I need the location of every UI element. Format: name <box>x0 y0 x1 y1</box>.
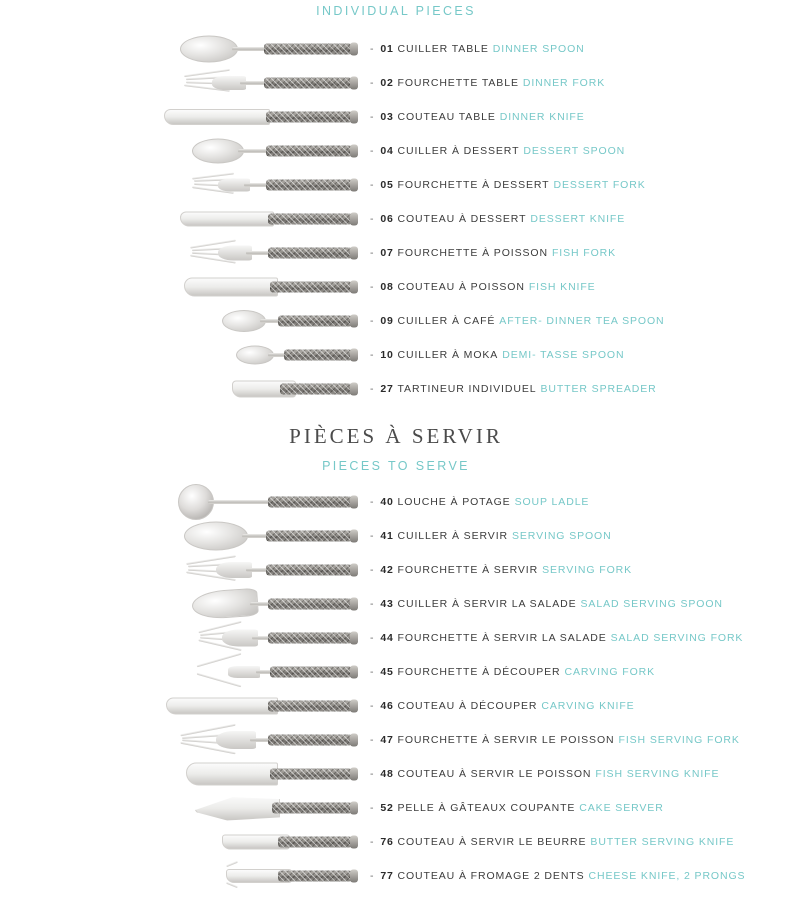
dash: - <box>370 768 375 780</box>
list-item[interactable] <box>0 519 792 553</box>
item-name-fr: CUILLER TABLE <box>397 43 489 55</box>
item-number: 01 <box>380 43 394 55</box>
dash: - <box>370 111 375 123</box>
item-name-fr: PELLE À GÂTEAUX COUPANTE <box>397 802 576 814</box>
item-number: 43 <box>380 598 394 610</box>
item-number: 07 <box>380 247 394 259</box>
item-name-en: DINNER FORK <box>522 77 606 89</box>
item-number: 77 <box>380 870 394 882</box>
item-name-en: CAKE SERVER <box>579 802 664 814</box>
dash: - <box>370 281 375 293</box>
item-number: 48 <box>380 768 394 780</box>
cutlery-illustration-fish-serving-fork-icon <box>0 723 370 757</box>
item-label <box>370 247 616 259</box>
dash: - <box>370 496 375 508</box>
item-number: 03 <box>380 111 394 123</box>
item-name-en: CARVING KNIFE <box>541 700 635 712</box>
item-name-en: SERVING SPOON <box>512 530 612 542</box>
list-item[interactable] <box>0 168 792 202</box>
item-name-fr: CUILLER À SERVIR <box>397 530 508 542</box>
item-name-en: CARVING FORK <box>564 666 656 678</box>
cutlery-illustration-knife-icon <box>0 100 370 134</box>
item-label <box>370 281 596 293</box>
cutlery-illustration-fork-icon <box>0 66 370 100</box>
item-label <box>370 315 665 327</box>
dash: - <box>370 836 375 848</box>
item-name-en: SALAD SERVING FORK <box>610 632 744 644</box>
list-item[interactable] <box>0 66 792 100</box>
cutlery-illustration-carving-fork-icon <box>0 655 370 689</box>
list-item[interactable] <box>0 270 792 304</box>
list-item[interactable] <box>0 236 792 270</box>
dash: - <box>370 213 375 225</box>
item-name-en: SERVING FORK <box>542 564 633 576</box>
dash: - <box>370 598 375 610</box>
item-label <box>370 213 625 225</box>
item-name-fr: COUTEAU À SERVIR LE POISSON <box>397 768 592 780</box>
list-item[interactable] <box>0 100 792 134</box>
item-name-en: AFTER- DINNER TEA SPOON <box>499 315 665 327</box>
item-label <box>370 383 657 395</box>
item-number: 05 <box>380 179 394 191</box>
item-label <box>370 836 734 848</box>
list-item[interactable] <box>0 723 792 757</box>
dash: - <box>370 564 375 576</box>
cutlery-illustration-fork-icon <box>0 168 370 202</box>
item-label <box>370 666 655 678</box>
item-name-fr: COUTEAU À SERVIR LE BEURRE <box>397 836 587 848</box>
item-name-en: BUTTER SERVING KNIFE <box>590 836 735 848</box>
item-label <box>370 349 624 361</box>
dash: - <box>370 700 375 712</box>
cutlery-illustration-butter-knife-icon <box>0 825 370 859</box>
list-item[interactable] <box>0 587 792 621</box>
item-label <box>370 77 605 89</box>
list-item[interactable] <box>0 655 792 689</box>
dash: - <box>370 247 375 259</box>
dash: - <box>370 43 375 55</box>
item-number: 08 <box>380 281 394 293</box>
list-item[interactable] <box>0 338 792 372</box>
item-name-fr: CUILLER À MOKA <box>397 349 499 361</box>
item-label <box>370 632 743 644</box>
item-number: 02 <box>380 77 394 89</box>
dash: - <box>370 179 375 191</box>
dash: - <box>370 802 375 814</box>
footer-space <box>0 893 792 901</box>
cutlery-illustration-serving-spoon-icon <box>0 519 370 553</box>
item-label <box>370 734 740 746</box>
dash: - <box>370 666 375 678</box>
list-item[interactable] <box>0 825 792 859</box>
cutlery-illustration-serving-fork-icon <box>0 553 370 587</box>
item-number: 40 <box>380 496 394 508</box>
item-name-fr: FOURCHETTE À DÉCOUPER <box>397 666 561 678</box>
item-label <box>370 43 585 55</box>
item-number: 76 <box>380 836 394 848</box>
list-item[interactable] <box>0 134 792 168</box>
item-name-fr: FOURCHETTE À POISSON <box>397 247 548 259</box>
cutlery-illustration-cake-server-icon <box>0 791 370 825</box>
item-label <box>370 598 723 610</box>
list-item[interactable] <box>0 202 792 236</box>
cutlery-illustration-spreader-icon <box>0 372 370 406</box>
item-name-en: FISH FORK <box>551 247 617 259</box>
item-name-fr: CUILLER À CAFÉ <box>397 315 496 327</box>
item-name-en: SALAD SERVING SPOON <box>580 598 723 610</box>
cutlery-illustration-spoon-icon <box>0 134 370 168</box>
item-name-fr: COUTEAU TABLE <box>397 111 496 123</box>
list-item[interactable] <box>0 553 792 587</box>
dash: - <box>370 530 375 542</box>
item-number: 04 <box>380 145 394 157</box>
list-item[interactable] <box>0 859 792 893</box>
cutlery-illustration-cheese-knife-icon <box>0 859 370 893</box>
item-name-fr: FOURCHETTE À SERVIR LE POISSON <box>397 734 615 746</box>
section-pieces-to-serve <box>0 424 792 893</box>
item-number: 06 <box>380 213 394 225</box>
item-label <box>370 768 719 780</box>
section-individual-pieces <box>0 0 792 406</box>
item-name-fr: COUTEAU À DESSERT <box>397 213 527 225</box>
item-name-fr: COUTEAU À POISSON <box>397 281 525 293</box>
list-item[interactable] <box>0 689 792 723</box>
item-label <box>370 564 632 576</box>
item-number: 52 <box>380 802 394 814</box>
item-name-fr: FOURCHETTE À SERVIR LA SALADE <box>397 632 607 644</box>
item-number: 46 <box>380 700 394 712</box>
item-label <box>370 111 585 123</box>
dash: - <box>370 77 375 89</box>
item-name-en: SOUP LADLE <box>514 496 590 508</box>
item-name-fr: CUILLER À DESSERT <box>397 145 520 157</box>
cutlery-illustration-spoon-icon <box>0 32 370 66</box>
item-name-en: BUTTER SPREADER <box>540 383 657 395</box>
dash: - <box>370 870 375 882</box>
item-label <box>370 802 664 814</box>
cutlery-illustration-knife-icon <box>0 202 370 236</box>
list-item[interactable] <box>0 621 792 655</box>
item-name-en: CHEESE KNIFE, 2 PRONGS <box>588 870 746 882</box>
section-heading-en-serve: PIECES TO SERVE <box>322 459 470 473</box>
item-name-fr: FOURCHETTE TABLE <box>397 77 519 89</box>
item-name-en: FISH SERVING KNIFE <box>595 768 720 780</box>
item-name-fr: COUTEAU À DÉCOUPER <box>397 700 538 712</box>
dash: - <box>370 734 375 746</box>
item-number: 45 <box>380 666 394 678</box>
item-label <box>370 145 625 157</box>
item-number: 09 <box>380 315 394 327</box>
dash: - <box>370 315 375 327</box>
dash: - <box>370 145 375 157</box>
item-label <box>370 179 646 191</box>
cutlery-illustration-carving-knife-icon <box>0 689 370 723</box>
item-name-fr: FOURCHETTE À DESSERT <box>397 179 550 191</box>
section-heading-fr-serve: PIÈCES À SERVIR <box>289 424 503 448</box>
item-name-fr: CUILLER À SERVIR LA SALADE <box>397 598 577 610</box>
item-name-en: FISH SERVING FORK <box>618 734 740 746</box>
item-number: 42 <box>380 564 394 576</box>
cutlery-illustration-salad-spoon-icon <box>0 587 370 621</box>
item-label <box>370 870 745 882</box>
item-name-fr: FOURCHETTE À SERVIR <box>397 564 539 576</box>
item-list-serve <box>0 485 792 893</box>
item-name-en: DESSERT KNIFE <box>530 213 626 225</box>
list-item[interactable] <box>0 485 792 519</box>
item-label <box>370 496 589 508</box>
item-list-individual <box>0 32 792 406</box>
item-number: 41 <box>380 530 394 542</box>
item-label <box>370 700 635 712</box>
item-name-en: DESSERT SPOON <box>523 145 626 157</box>
item-name-en: DINNER SPOON <box>492 43 585 55</box>
item-number: 10 <box>380 349 394 361</box>
item-name-en: FISH KNIFE <box>528 281 596 293</box>
section-heading-en-individual: INDIVIDUAL PIECES <box>316 4 476 18</box>
cutlery-illustration-small-spoon-icon <box>0 304 370 338</box>
item-name-en: DEMI- TASSE SPOON <box>502 349 625 361</box>
dash: - <box>370 632 375 644</box>
cutlery-illustration-fish-fork-icon <box>0 236 370 270</box>
item-number: 47 <box>380 734 394 746</box>
list-item[interactable] <box>0 372 792 406</box>
list-item[interactable] <box>0 304 792 338</box>
item-name-en: DINNER KNIFE <box>499 111 585 123</box>
cutlery-illustration-salad-fork-icon <box>0 621 370 655</box>
cutlery-illustration-ladle-icon <box>0 485 370 519</box>
cutlery-illustration-tiny-spoon-icon <box>0 338 370 372</box>
dash: - <box>370 349 375 361</box>
dash: - <box>370 383 375 395</box>
item-number: 27 <box>380 383 394 395</box>
cutlery-illustration-fish-serving-knife-icon <box>0 757 370 791</box>
list-item[interactable] <box>0 32 792 66</box>
item-name-en: DESSERT FORK <box>553 179 646 191</box>
item-name-fr: LOUCHE À POTAGE <box>397 496 511 508</box>
item-name-fr: TARTINEUR INDIVIDUEL <box>397 383 537 395</box>
list-item[interactable] <box>0 791 792 825</box>
item-number: 44 <box>380 632 394 644</box>
item-name-fr: COUTEAU À FROMAGE 2 DENTS <box>397 870 585 882</box>
cutlery-illustration-fish-knife-icon <box>0 270 370 304</box>
list-item[interactable] <box>0 757 792 791</box>
item-label <box>370 530 612 542</box>
